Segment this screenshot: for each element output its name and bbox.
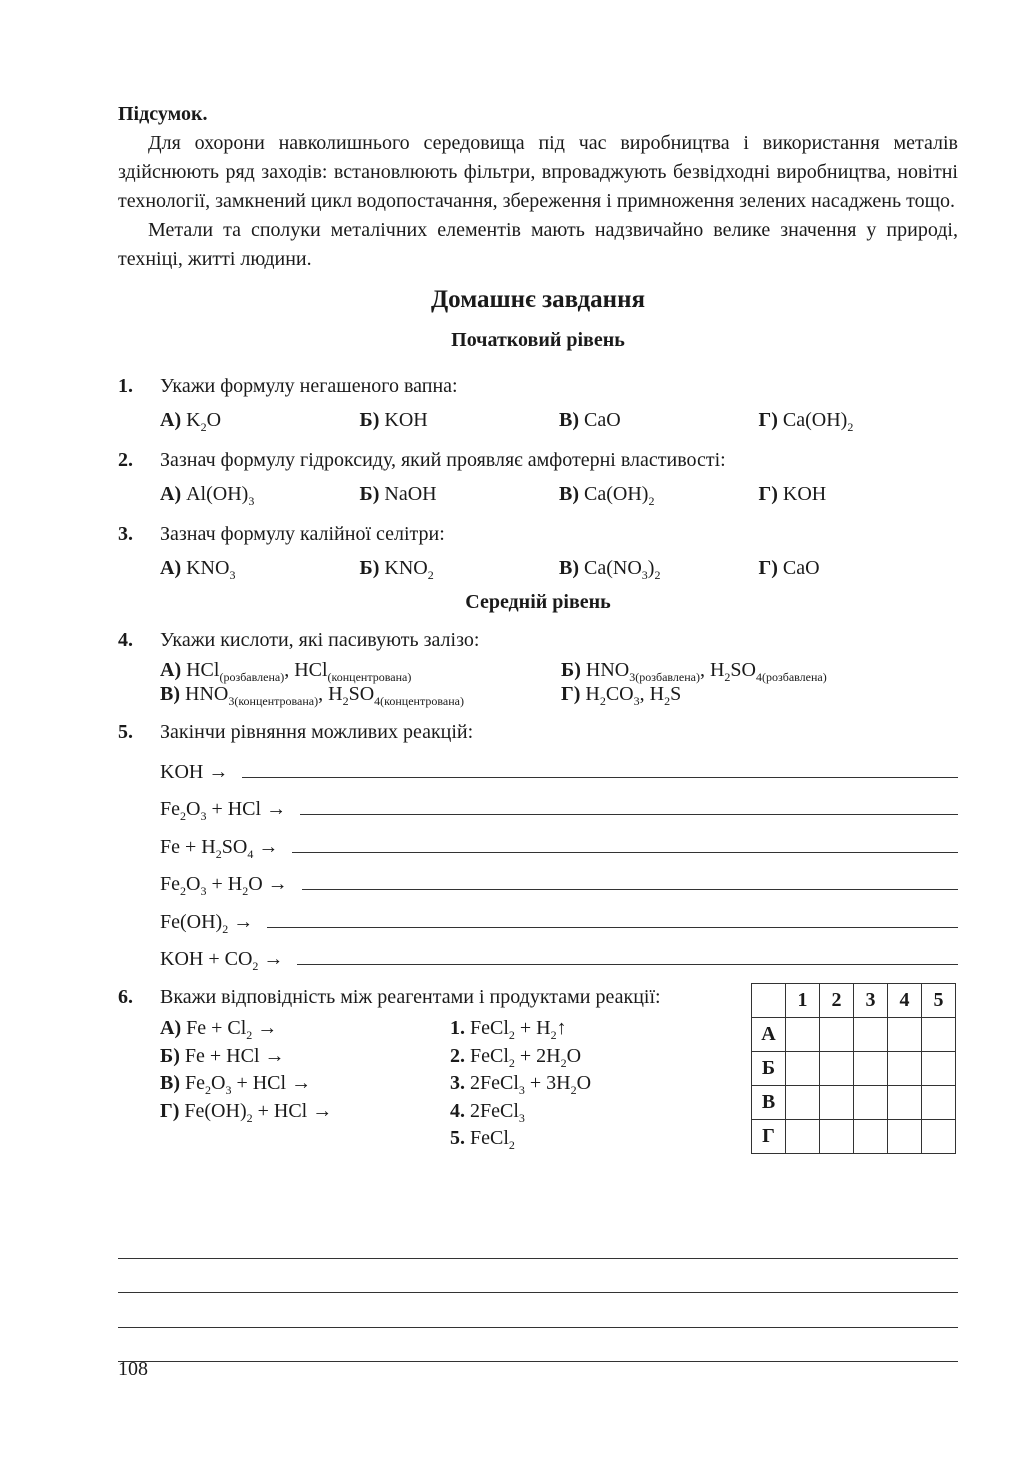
product-5: 5. FeCl$_2$: [450, 1127, 515, 1152]
product-2: 2. FeCl$_2$ + $2H_2O$: [450, 1044, 582, 1070]
answer-lines: [118, 1224, 958, 1362]
level-basic-title: Початковий рівень: [451, 329, 625, 351]
grid-col-header: 2: [820, 984, 854, 1018]
grid-cell[interactable]: [786, 1120, 820, 1154]
option-a[interactable]: А) $K_2O$: [160, 409, 222, 434]
grid-cell[interactable]: [854, 1086, 888, 1120]
option-v[interactable]: В) CaO: [559, 409, 621, 431]
option-a[interactable]: А) $KNO_3$: [160, 557, 236, 582]
grid-cell[interactable]: [786, 1018, 820, 1052]
option-b[interactable]: Б) $KNO_2$: [359, 557, 434, 582]
question-1: [118, 372, 958, 400]
grid-cell[interactable]: [888, 1052, 922, 1086]
option-g[interactable]: Г) $H_2CO_3$, $H_2S$: [561, 683, 682, 708]
reagent-g: Г) $Fe(OH)_2$ + HCl →: [160, 1099, 333, 1125]
reagent-b: Б) Fe + HCl →: [160, 1044, 285, 1067]
question-3: [118, 520, 958, 548]
option-b[interactable]: Б) NaOH: [359, 483, 437, 505]
option-g[interactable]: Г) KOH: [758, 483, 827, 505]
grid-row-header: Б: [752, 1052, 786, 1086]
question-number: 2.: [118, 449, 133, 471]
option-b[interactable]: Б) $HNO_{3(розбавлена)}$, $H_2SO_{4(розбавлена)}$: [561, 659, 827, 684]
grid-cell[interactable]: [888, 1120, 922, 1154]
grid-cell[interactable]: [854, 1052, 888, 1086]
answer-line[interactable]: [297, 964, 958, 965]
option-a[interactable]: А) $Al(OH)_3$: [160, 483, 255, 508]
answer-line[interactable]: [118, 1224, 958, 1259]
question-text: Зазнач формулу калійної селітри:: [160, 523, 445, 545]
grid-cell[interactable]: [854, 1120, 888, 1154]
summary-paragraph-2: Метали та сполуки металічних елементів мають надзвичайно велике значення у природі, техніці, житті людини.: [118, 219, 958, 270]
equation-4: $Fe_2O_3 + H_2O$ →: [160, 859, 958, 897]
question-text: Вкажи відповідність між реагентами і продуктами реакції:: [160, 986, 661, 1008]
question-number: 3.: [118, 523, 133, 545]
question-5: [118, 718, 958, 746]
grid-row-header: А: [752, 1018, 786, 1052]
grid-cell[interactable]: [786, 1052, 820, 1086]
grid-cell[interactable]: [854, 1018, 888, 1052]
page-content: [118, 100, 958, 1168]
question-2-options: [160, 480, 958, 508]
summary-paragraph-1: Для охорони навколишнього середовища під час виробництва і використання металів здійснюють ряд заходів: встановлюють фільтри, впроваджують безвідходні виробництва, новітні технології, замкнений цикл водопостачання, збереження і примноження зелених насаджень тощо.: [118, 132, 958, 212]
reagent-a: А) $Fe + Cl_2$ →: [160, 1017, 278, 1042]
question-text: Укажи кислоти, які пасивують залізо:: [160, 629, 480, 651]
grid-cell[interactable]: [820, 1018, 854, 1052]
grid-col-header: 4: [888, 984, 922, 1018]
question-number: 1.: [118, 375, 133, 397]
answer-line[interactable]: [118, 1328, 958, 1363]
product-3: 3. 2FeCl$_3$ + $3H_2O$: [450, 1072, 592, 1097]
answer-line[interactable]: [302, 889, 958, 890]
question-1-options: [160, 406, 958, 434]
answer-line[interactable]: [242, 777, 958, 778]
question-text: Закінчи рівняння можливих реакцій:: [160, 721, 474, 743]
question-3-options: [160, 554, 958, 582]
grid-cell[interactable]: [922, 1086, 956, 1120]
product-1: 1. FeCl$_2$ + $H_2↑$: [450, 1017, 567, 1042]
question-number: 6.: [118, 986, 133, 1008]
grid-col-header: 3: [854, 984, 888, 1018]
reagents-column: [160, 1015, 450, 1153]
answer-line[interactable]: [267, 927, 958, 928]
grid-cell[interactable]: [820, 1120, 854, 1154]
option-g[interactable]: Г) $Ca(OH)_2$: [758, 409, 854, 434]
level-medium-title: Середній рівень: [465, 591, 611, 613]
option-v[interactable]: В) $Ca(OH)_2$: [559, 483, 655, 508]
question-number: 5.: [118, 721, 133, 743]
grid-cell[interactable]: [922, 1120, 956, 1154]
grid-row-header: В: [752, 1086, 786, 1120]
page-number: 108: [118, 1358, 148, 1380]
question-text: Укажи формулу негашеного вапна:: [160, 375, 458, 397]
equation-2: $Fe_2O_3$ + HCl →: [160, 784, 958, 822]
grid-col-header: 1: [786, 984, 820, 1018]
grid-cell[interactable]: [888, 1018, 922, 1052]
question-text: Зазнач формулу гідроксиду, який проявляє амфотерні властивості:: [160, 449, 726, 471]
grid-cell[interactable]: [922, 1018, 956, 1052]
summary-title: Підсумок.: [118, 103, 208, 125]
grid-col-header: 5: [922, 984, 956, 1018]
grid-cell[interactable]: [820, 1086, 854, 1120]
question-4: [118, 626, 958, 654]
grid-cell[interactable]: [786, 1086, 820, 1120]
answer-line[interactable]: [292, 852, 958, 853]
answer-line[interactable]: [118, 1293, 958, 1328]
equation-6: KOH + $CO_2$ →: [160, 934, 958, 972]
question-number: 4.: [118, 629, 133, 651]
reagent-v: В) $Fe_2O_3$ + HCl →: [160, 1072, 312, 1097]
answer-line[interactable]: [300, 814, 958, 815]
option-b[interactable]: Б) KOH: [359, 409, 428, 431]
option-g[interactable]: Г) CaO: [758, 557, 820, 579]
option-a[interactable]: А) HCl$_{(розбавлена)}$, HCl$_{(концентрована)}$: [160, 659, 412, 684]
equation-3: $Fe + H_2SO_4$ →: [160, 821, 958, 859]
grid-cell[interactable]: [888, 1086, 922, 1120]
grid-cell[interactable]: [922, 1052, 956, 1086]
product-4: 4. 2FeCl$_3$: [450, 1099, 525, 1125]
grid-corner: [752, 984, 786, 1018]
question-4-options: [160, 658, 958, 706]
question-2: [118, 446, 958, 474]
answer-grid: [751, 983, 956, 1154]
products-column: [450, 1015, 591, 1153]
grid-cell[interactable]: [820, 1052, 854, 1086]
question-6: [118, 983, 958, 1168]
option-v[interactable]: В) $HNO_{3(концентрована)}$, $H_2SO_{4(концентрована)}$: [160, 683, 464, 708]
homework-title: Домашнє завдання: [430, 286, 646, 313]
equation-1: KOH →: [160, 746, 958, 784]
equation-5: $Fe(OH)_2$ →: [160, 896, 958, 934]
grid-row-header: Г: [752, 1120, 786, 1154]
option-v[interactable]: В) $Ca(NO_3)_2$: [559, 557, 661, 582]
answer-line[interactable]: [118, 1259, 958, 1294]
